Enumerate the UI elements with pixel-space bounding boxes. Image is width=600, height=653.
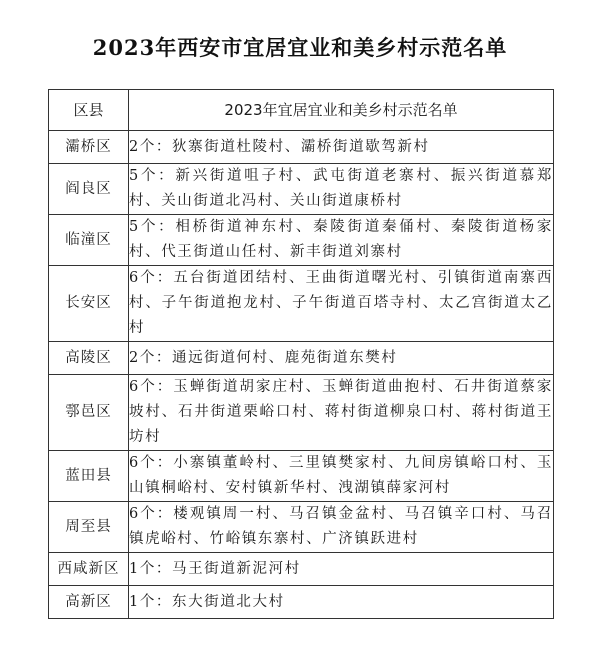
header-villages: 2023年宜居宜业和美乡村示范名单 xyxy=(129,90,554,131)
villages-cell: 1个：东大街道北大村 xyxy=(129,586,554,619)
district-cell: 长安区 xyxy=(49,266,129,342)
table-header-row xyxy=(49,90,554,131)
district-cell: 蓝田县 xyxy=(49,451,129,502)
district-cell: 西咸新区 xyxy=(49,553,129,586)
document-title: 2023年西安市宜居宜业和美乡村示范名单 xyxy=(92,35,508,60)
villages-cell: 6个：玉蝉街道胡家庄村、玉蝉街道曲抱村、石井街道蔡家坡村、石井街道栗峪口村、蒋村街道柳泉口村、蒋村街道王坊村 xyxy=(129,375,554,451)
villages-cell: 2个：通远街道何村、鹿苑街道东樊村 xyxy=(129,342,554,375)
table-row xyxy=(49,451,554,502)
villages-cell: 2个：狄寨街道杜陵村、灞桥街道歇驾新村 xyxy=(129,131,554,164)
district-cell: 高新区 xyxy=(49,586,129,619)
district-cell: 阎良区 xyxy=(49,164,129,215)
district-cell: 临潼区 xyxy=(49,215,129,266)
district-cell: 高陵区 xyxy=(49,342,129,375)
table-row xyxy=(49,553,554,586)
table-row xyxy=(49,266,554,342)
district-cell: 灞桥区 xyxy=(49,131,129,164)
villages-cell: 6个：五台街道团结村、王曲街道曙光村、引镇街道南寨西村、子午街道抱龙村、子午街道百塔寺村、太乙宫街道太乙村 xyxy=(129,266,554,342)
table-row xyxy=(49,215,554,266)
villages-cell: 1个：马王街道新泥河村 xyxy=(129,553,554,586)
district-cell: 周至县 xyxy=(49,502,129,553)
villages-cell: 6个：楼观镇周一村、马召镇金盆村、马召镇辛口村、马召镇虎峪村、竹峪镇东寨村、广济镇跃进村 xyxy=(129,502,554,553)
district-cell: 鄠邑区 xyxy=(49,375,129,451)
villages-cell: 5个：相桥街道神东村、秦陵街道秦俑村、秦陵街道杨家村、代王街道山任村、新丰街道刘寨村 xyxy=(129,215,554,266)
villages-cell: 6个：小寨镇董岭村、三里镇樊家村、九间房镇峪口村、玉山镇桐峪村、安村镇新华村、洩湖镇薛家河村 xyxy=(129,451,554,502)
header-district: 区县 xyxy=(49,90,129,131)
table-row xyxy=(49,502,554,553)
table-row xyxy=(49,164,554,215)
village-list-table xyxy=(48,89,554,619)
table-row xyxy=(49,342,554,375)
table-row xyxy=(49,131,554,164)
villages-cell: 5个：新兴街道咀子村、武屯街道老寨村、振兴街道慕郑村、关山街道北冯村、关山街道康桥村 xyxy=(129,164,554,215)
table-row xyxy=(49,586,554,619)
table-row xyxy=(49,375,554,451)
